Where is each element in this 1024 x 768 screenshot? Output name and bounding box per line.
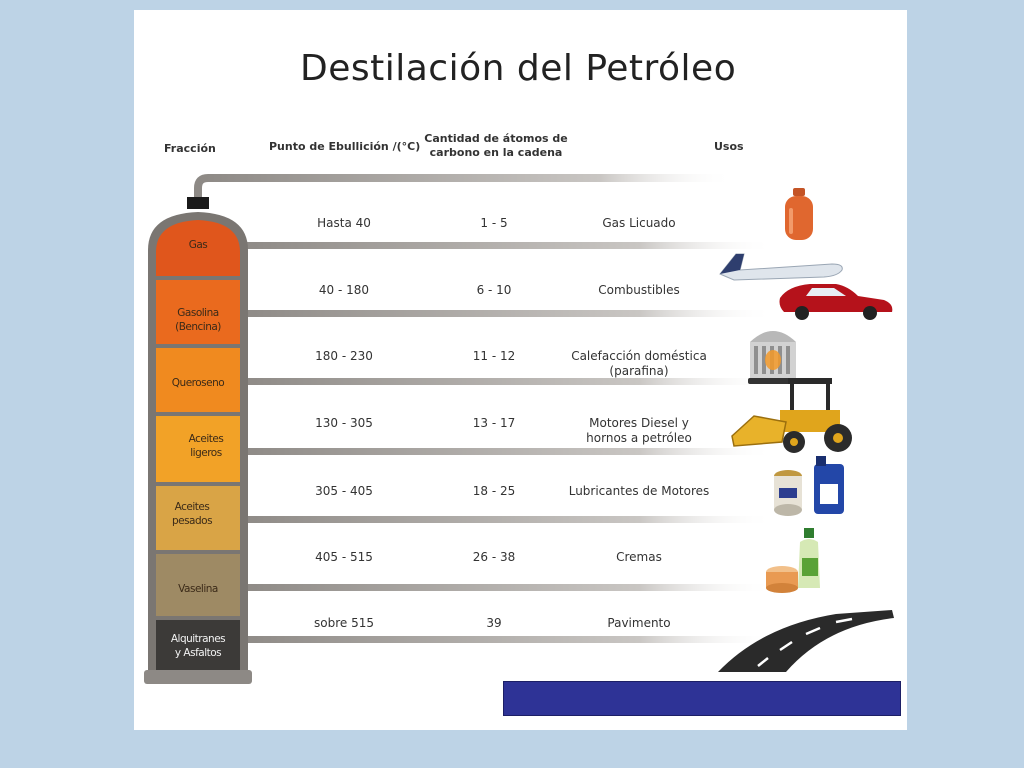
header-carbono-line2: carbono en la cadena bbox=[429, 146, 563, 159]
boiling-point-cell: 40 - 180 bbox=[318, 283, 370, 297]
road-icon bbox=[716, 606, 896, 674]
use-line1: Combustibles bbox=[598, 283, 680, 297]
fraction-label-gasolina bbox=[156, 306, 240, 334]
header-usos: Usos bbox=[714, 140, 744, 153]
blue-bar bbox=[503, 681, 901, 716]
carbon-count-cell: 39 bbox=[486, 616, 502, 630]
airplane-car-icon bbox=[714, 250, 894, 322]
use-cell bbox=[549, 484, 729, 498]
carbon-count-cell: 18 - 25 bbox=[472, 484, 516, 498]
carbon-count-cell: 6 - 10 bbox=[476, 283, 512, 297]
fraction-label-aceites-pesados bbox=[150, 500, 234, 528]
page-title: Destilación del Petróleo bbox=[300, 48, 737, 89]
fraction-name-line2: pesados bbox=[171, 515, 213, 527]
fraction-name: Aceites bbox=[188, 433, 224, 445]
pipe-line bbox=[234, 448, 774, 455]
carbon-count-cell: 26 - 38 bbox=[472, 550, 516, 564]
diagram-card bbox=[134, 10, 907, 730]
fraction-name: Aceites bbox=[174, 501, 210, 513]
use-cell bbox=[549, 616, 729, 630]
pipe-line bbox=[234, 516, 774, 523]
fraction-name: Gas bbox=[188, 239, 208, 251]
fraction-label-gas bbox=[156, 238, 240, 252]
bulldozer-icon bbox=[730, 376, 858, 458]
use-line1: Cremas bbox=[616, 550, 662, 564]
fraction-label-vaselina bbox=[156, 582, 240, 596]
use-cell bbox=[549, 349, 729, 379]
boiling-point-cell: 305 - 405 bbox=[315, 484, 373, 498]
carbon-count-cell: 11 - 12 bbox=[472, 349, 516, 363]
pipe-line bbox=[234, 584, 774, 591]
pipe-line bbox=[234, 636, 774, 643]
use-line2: hornos a petróleo bbox=[586, 431, 692, 445]
fraction-name: Alquitranes bbox=[170, 633, 226, 645]
fraction-label-alquitranes bbox=[156, 632, 240, 660]
pipe-line bbox=[234, 310, 774, 317]
fraction-name-line2: y Asfaltos bbox=[174, 647, 222, 659]
cream-bottle-icon bbox=[764, 522, 836, 594]
vapor-pipe bbox=[198, 178, 734, 206]
use-line1: Motores Diesel y bbox=[589, 416, 689, 430]
column-cap bbox=[187, 197, 209, 209]
lubricant-icon bbox=[770, 454, 854, 518]
carbon-count-cell: 13 - 17 bbox=[472, 416, 516, 430]
fraction-name: Gasolina bbox=[177, 307, 219, 319]
carbon-count-cell: 1 - 5 bbox=[480, 216, 508, 230]
pipe-line bbox=[234, 242, 774, 249]
header-carbono-line1: Cantidad de átomos de bbox=[424, 132, 568, 145]
use-cell bbox=[549, 283, 729, 297]
pipe-line bbox=[234, 378, 774, 385]
use-line1: Gas Licuado bbox=[602, 216, 676, 230]
use-cell bbox=[549, 216, 729, 230]
fraction-name: Queroseno bbox=[171, 377, 225, 389]
use-line1: Pavimento bbox=[607, 616, 671, 630]
fraction-name: Vaselina bbox=[178, 583, 218, 595]
boiling-point-cell: Hasta 40 bbox=[317, 216, 371, 230]
use-cell bbox=[549, 416, 729, 446]
boiling-point-cell: sobre 515 bbox=[314, 616, 374, 630]
fraction-label-aceites-ligeros bbox=[164, 432, 248, 460]
use-line2: (parafina) bbox=[609, 364, 669, 378]
fraction-name-line2: ligeros bbox=[190, 447, 222, 459]
fraction-label-queroseno bbox=[156, 376, 240, 390]
use-cell bbox=[549, 550, 729, 564]
boiling-point-cell: 180 - 230 bbox=[315, 349, 373, 363]
boiling-point-cell: 405 - 515 bbox=[315, 550, 373, 564]
use-line1: Calefacción doméstica bbox=[571, 349, 707, 363]
gas-cylinder-icon bbox=[779, 186, 819, 244]
header-ebullicion: Punto de Ebullición /(°C) bbox=[269, 140, 421, 153]
use-line1: Lubricantes de Motores bbox=[568, 484, 710, 498]
fraction-name-line2: (Bencina) bbox=[175, 321, 221, 333]
boiling-point-cell: 130 - 305 bbox=[315, 416, 373, 430]
header-fraccion: Fracción bbox=[164, 142, 216, 155]
